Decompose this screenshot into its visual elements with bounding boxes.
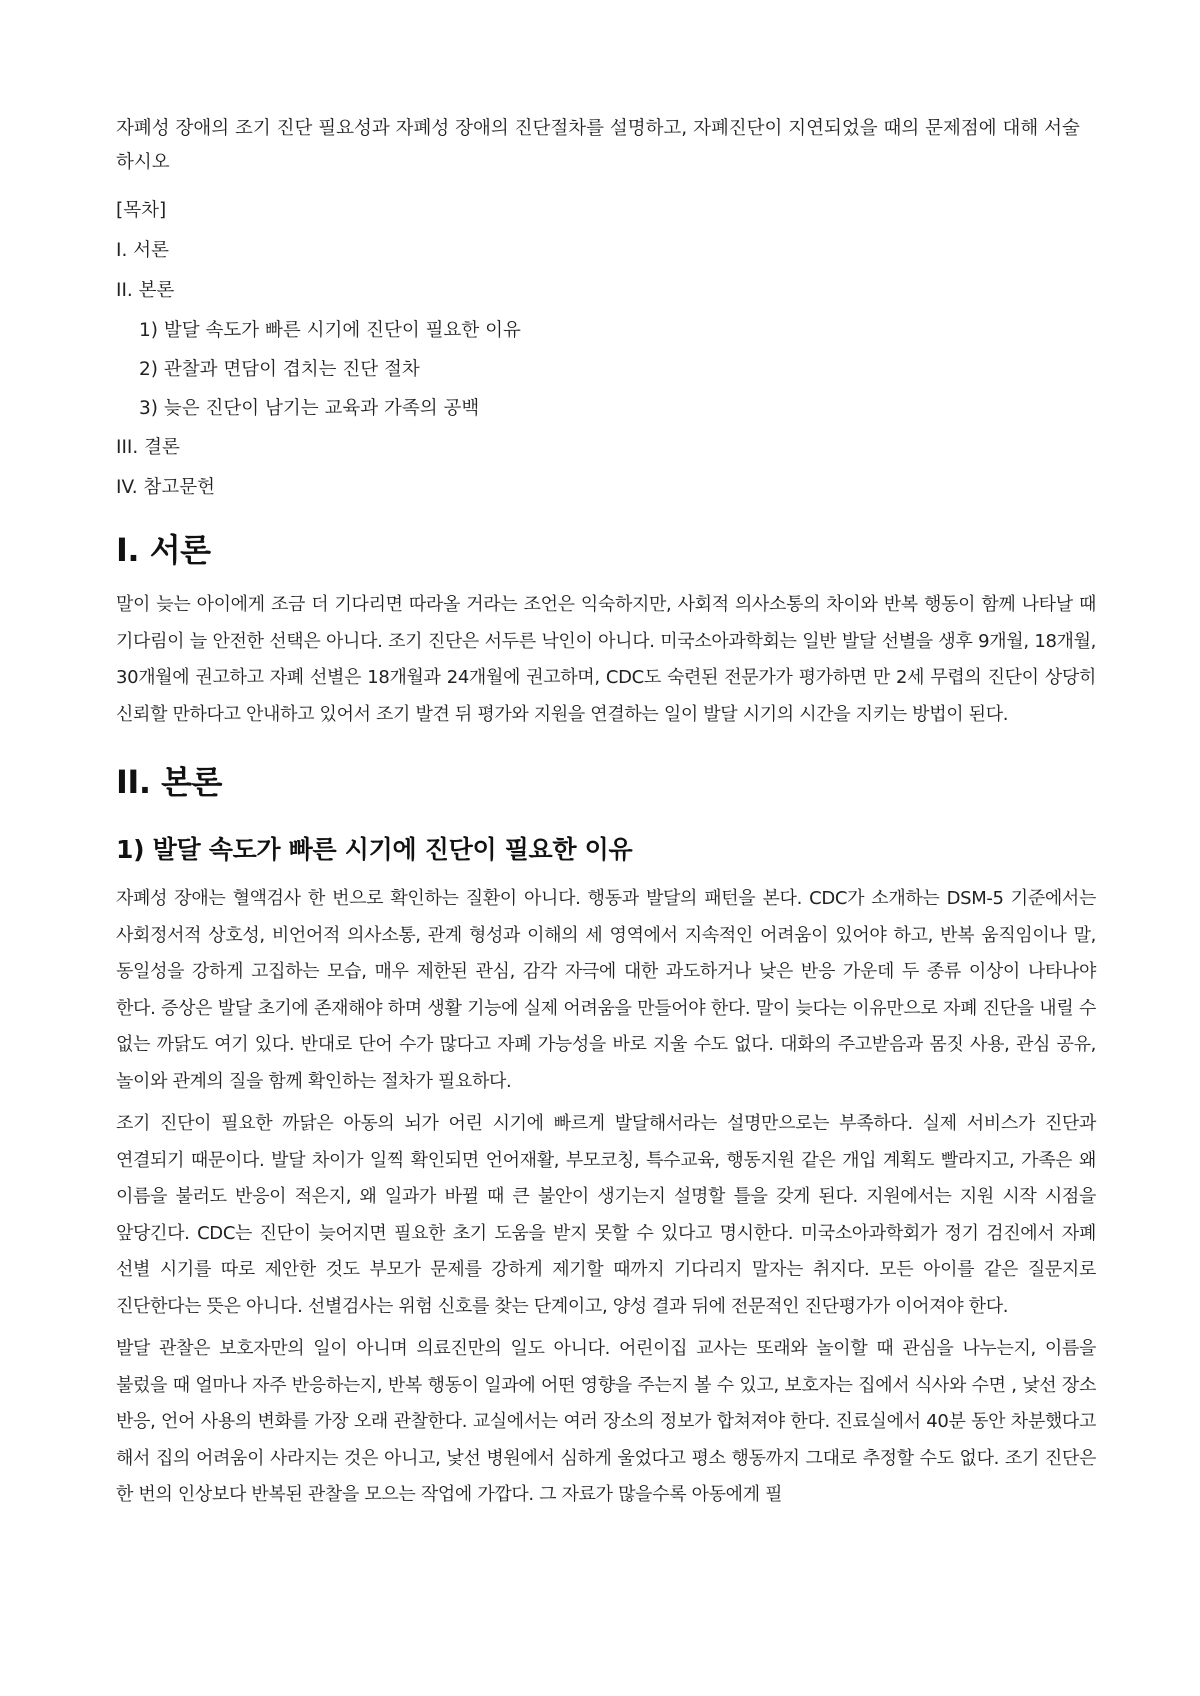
- toc-item-body-3: 3) 늦은 진단이 남기는 교육과 가족의 공백: [139, 398, 480, 419]
- toc-item-conclusion: III. 결론: [116, 437, 180, 458]
- toc-item-intro: I. 서론: [116, 240, 169, 261]
- section-heading-body: II. 본론: [116, 763, 222, 801]
- toc-title: [목차]: [116, 200, 167, 221]
- toc-item-body: II. 본론: [116, 280, 175, 301]
- intro-paragraph: 말이 늦는 아이에게 조금 더 기다리면 따라올 거라는 조언은 익숙하지만, 사회적 의사소통의 차이와 반복 행동이 함께 나타날 때 기다림이 늘 안전한 선택은 아니다. 조기 진단은 서두른 낙인이 아니다. 미국소아과학회는 일반 발달 선별을 생후 9개월, 18개월, 30개월에 권고하고 자폐 선별은 18개월과 24개월에 권고하며, CDC도 숙련된 전문가가 평가하면 만 2세 무렵의 진단이 상당히 신뢰할 만하다고 안내하고 있어서 조기 발견 뒤 평가와 지원을 연결하는 일이 발달 시기의 시간을 지키는 방법이 된다.: [116, 594, 1096, 725]
- assignment-question: 자폐성 장애의 조기 진단 필요성과 자폐성 장애의 진단절차를 설명하고, 자폐진단이 지연되었을 때의 문제점에 대해 서술하시오: [116, 118, 1080, 173]
- table-of-contents: [116, 236, 1096, 503]
- section-heading-intro: I. 서론: [116, 531, 211, 569]
- toc-item-body-1: 1) 발달 속도가 빠른 시기에 진단이 필요한 이유: [139, 320, 521, 341]
- body-paragraph-1: 자폐성 장애는 혈액검사 한 번으로 확인하는 질환이 아니다. 행동과 발달의 패턴을 본다. CDC가 소개하는 DSM-5 기준에서는 사회정서적 상호성, 비언어적 의사소통, 관계 형성과 이해의 세 영역에서 지속적인 어려움이 있어야 하고, 반복 움직임이나 말, 동일성을 강하게 고집하는 모습, 매우 제한된 관심, 감각 자극에 대한 과도하거나 낮은 반응 가운데 두 종류 이상이 나타나야 한다. 증상은 발달 초기에 존재해야 하며 생활 기능에 실제 어려움을 만들어야 한다. 말이 늦다는 이유만으로 자폐 진단을 내릴 수 없는 까닭도 여기 있다. 반대로 단어 수가 많다고 자폐 가능성을 바로 지울 수도 없다. 대화의 주고받음과 몸짓 사용, 관심 공유, 놀이와 관계의 질을 함께 확인하는 절차가 필요하다.: [116, 888, 1096, 1092]
- body-paragraph-3: 발달 관찰은 보호자만의 일이 아니며 의료진만의 일도 아니다. 어린이집 교사는 또래와 놀이할 때 관심을 나누는지, 이름을 불렀을 때 얼마나 자주 반응하는지, 반복 행동이 일과에 어떤 영향을 주는지 볼 수 있고, 보호자는 집에서 식사와 수면 , 낯선 장소 반응, 언어 사용의 변화를 가장 오래 관찰한다. 교실에서는 여러 장소의 정보가 합쳐져야 한다. 진료실에서 40분 동안 차분했다고 해서 집의 어려움이 사라지는 것은 아니고, 낯선 병원에서 심하게 울었다고 평소 행동까지 그대로 추정할 수도 없다. 조기 진단은 한 번의 인상보다 반복된 관찰을 모으는 작업에 가깝다. 그 자료가 많을수록 아동에게 필: [116, 1338, 1096, 1505]
- toc-item-body-2: 2) 관찰과 면담이 겹치는 진단 절차: [139, 359, 420, 380]
- subsection-heading-1: 1) 발달 속도가 빠른 시기에 진단이 필요한 이유: [116, 835, 633, 864]
- document-page: [116, 112, 1096, 1520]
- toc-item-references: IV. 참고문헌: [116, 477, 215, 498]
- body-paragraph-2: 조기 진단이 필요한 까닭은 아동의 뇌가 어린 시기에 빠르게 발달해서라는 설명만으로는 부족하다. 실제 서비스가 진단과 연결되기 때문이다. 발달 차이가 일찍 확인되면 언어재활, 부모코칭, 특수교육, 행동지원 같은 개입 계획도 빨라지고, 가족은 왜 이름을 불러도 반응이 적은지, 왜 일과가 바뀔 때 큰 불안이 생기는지 설명할 틀을 갖게 된다. 지원에서는 지원 시작 시점을 앞당긴다. CDC는 진단이 늦어지면 필요한 초기 도움을 받지 못할 수 있다고 명시한다. 미국소아과학회가 정기 검진에서 자폐 선별 시기를 따로 제안한 것도 부모가 문제를 강하게 제기할 때까지 기다리지 말자는 취지다. 모든 아이를 같은 질문지로 진단한다는 뜻은 아니다. 선별검사는 위험 신호를 찾는 단계이고, 양성 결과 뒤에 전문적인 진단평가가 이어져야 한다.: [116, 1113, 1096, 1317]
